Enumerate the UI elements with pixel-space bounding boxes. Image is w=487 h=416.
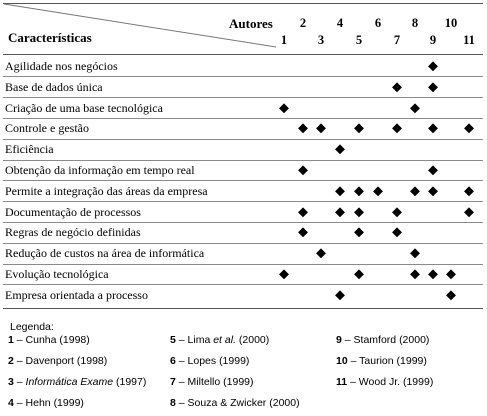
diamond-mark-author-9	[428, 165, 437, 174]
column-number-10: 10	[444, 16, 458, 30]
row-label: Documentação de processos	[5, 204, 141, 219]
legend-item-7: 7 – Miltello (1999)	[170, 376, 254, 388]
column-number-4: 4	[336, 16, 344, 30]
row-label: Eficiência	[5, 142, 54, 157]
diamond-mark-author-4	[335, 186, 344, 195]
diamond-mark-author-11	[464, 124, 473, 133]
diamond-mark-author-9	[428, 124, 437, 133]
row-label: Obtenção da informação em tempo real	[5, 163, 195, 177]
diamond-mark-author-5	[354, 269, 363, 278]
row-label: Criação de uma base tecnológica	[5, 100, 163, 115]
diamond-mark-author-8	[410, 249, 419, 258]
diamond-mark-author-9	[428, 269, 437, 278]
row-label: Redução de custos na área de informática	[5, 246, 205, 261]
legend-item-6: 6 – Lopes (1999)	[170, 355, 250, 367]
diamond-mark-author-9	[428, 186, 437, 195]
legend-item-8: 8 – Souza & Zwicker (2000)	[170, 397, 300, 409]
column-number-3: 3	[317, 33, 325, 47]
diamond-mark-author-3	[316, 249, 325, 258]
row-divider	[3, 97, 483, 98]
row-divider	[3, 118, 483, 119]
row-divider	[3, 139, 483, 140]
row-divider	[3, 284, 483, 285]
characteristics-header: Características	[8, 30, 92, 45]
diamond-mark-author-8	[410, 269, 419, 278]
diamond-mark-author-7	[392, 207, 401, 216]
row-divider	[3, 160, 483, 161]
row-divider	[3, 76, 483, 77]
diamond-mark-author-6	[373, 186, 382, 195]
column-number-2: 2	[299, 16, 307, 30]
diamond-mark-author-2	[298, 207, 307, 216]
row-divider	[3, 243, 483, 244]
diamond-mark-author-9	[428, 82, 437, 91]
row-label: Empresa orientada a processo	[5, 287, 148, 302]
column-number-1: 1	[280, 33, 288, 47]
diamond-mark-author-2	[298, 124, 307, 133]
row-label: Evolução tecnológica	[5, 267, 109, 281]
diamond-mark-author-4	[335, 207, 344, 216]
header-bottom-rule	[3, 54, 483, 55]
row-label: Regras de negócio definidas	[5, 225, 141, 240]
column-number-9: 9	[429, 33, 437, 47]
diamond-mark-author-3	[316, 124, 325, 133]
diamond-mark-author-11	[464, 186, 473, 195]
legend-title: Legenda:	[10, 321, 54, 333]
diamond-mark-author-2	[298, 165, 307, 174]
authors-header: Autores	[229, 16, 273, 31]
column-number-11: 11	[463, 33, 475, 47]
diamond-mark-author-5	[354, 228, 363, 237]
table-bottom-rule	[3, 308, 483, 309]
diamond-mark-author-10	[446, 290, 455, 299]
legend-item-11: 11 – Wood Jr. (1999)	[336, 376, 434, 388]
column-number-5: 5	[355, 33, 363, 47]
diamond-mark-author-5	[354, 207, 363, 216]
diamond-mark-author-10	[446, 269, 455, 278]
diamond-mark-author-7	[392, 228, 401, 237]
diamond-mark-author-5	[354, 186, 363, 195]
row-divider	[3, 180, 483, 181]
column-number-7: 7	[393, 33, 401, 47]
diamond-mark-author-8	[410, 103, 419, 112]
column-number-8: 8	[411, 16, 419, 30]
diamond-mark-author-4	[335, 145, 344, 154]
diamond-mark-author-7	[392, 82, 401, 91]
diamond-mark-author-9	[428, 61, 437, 70]
diamond-mark-author-5	[354, 124, 363, 133]
diamond-mark-author-4	[335, 290, 344, 299]
row-divider	[3, 201, 483, 202]
diamond-mark-author-1	[279, 103, 288, 112]
row-label: Permite a integração das áreas da empresa	[5, 183, 208, 198]
row-label: Controle e gestão	[5, 121, 89, 136]
legend-item-3: 3 – Informática Exame (1997)	[8, 376, 147, 388]
row-label: Agilidade nos negócios	[5, 59, 118, 73]
diamond-mark-author-2	[298, 228, 307, 237]
legend-item-1: 1 – Cunha (1998)	[8, 334, 90, 346]
legend-item-10: 10 – Taurion (1999)	[336, 355, 427, 367]
diamond-mark-author-11	[464, 207, 473, 216]
legend-item-2: 2 – Davenport (1998)	[8, 355, 108, 367]
legend-item-5: 5 – Lima et al. (2000)	[170, 334, 270, 346]
row-label: Base de dados única	[5, 79, 103, 94]
column-number-6: 6	[374, 16, 382, 30]
diamond-mark-author-7	[392, 124, 401, 133]
legend-item-4: 4 – Hehn (1999)	[8, 397, 84, 409]
row-divider	[3, 222, 483, 223]
diamond-mark-author-1	[279, 269, 288, 278]
diamond-mark-author-8	[410, 186, 419, 195]
legend-item-9: 9 – Stamford (2000)	[336, 334, 430, 346]
row-divider	[3, 264, 483, 265]
